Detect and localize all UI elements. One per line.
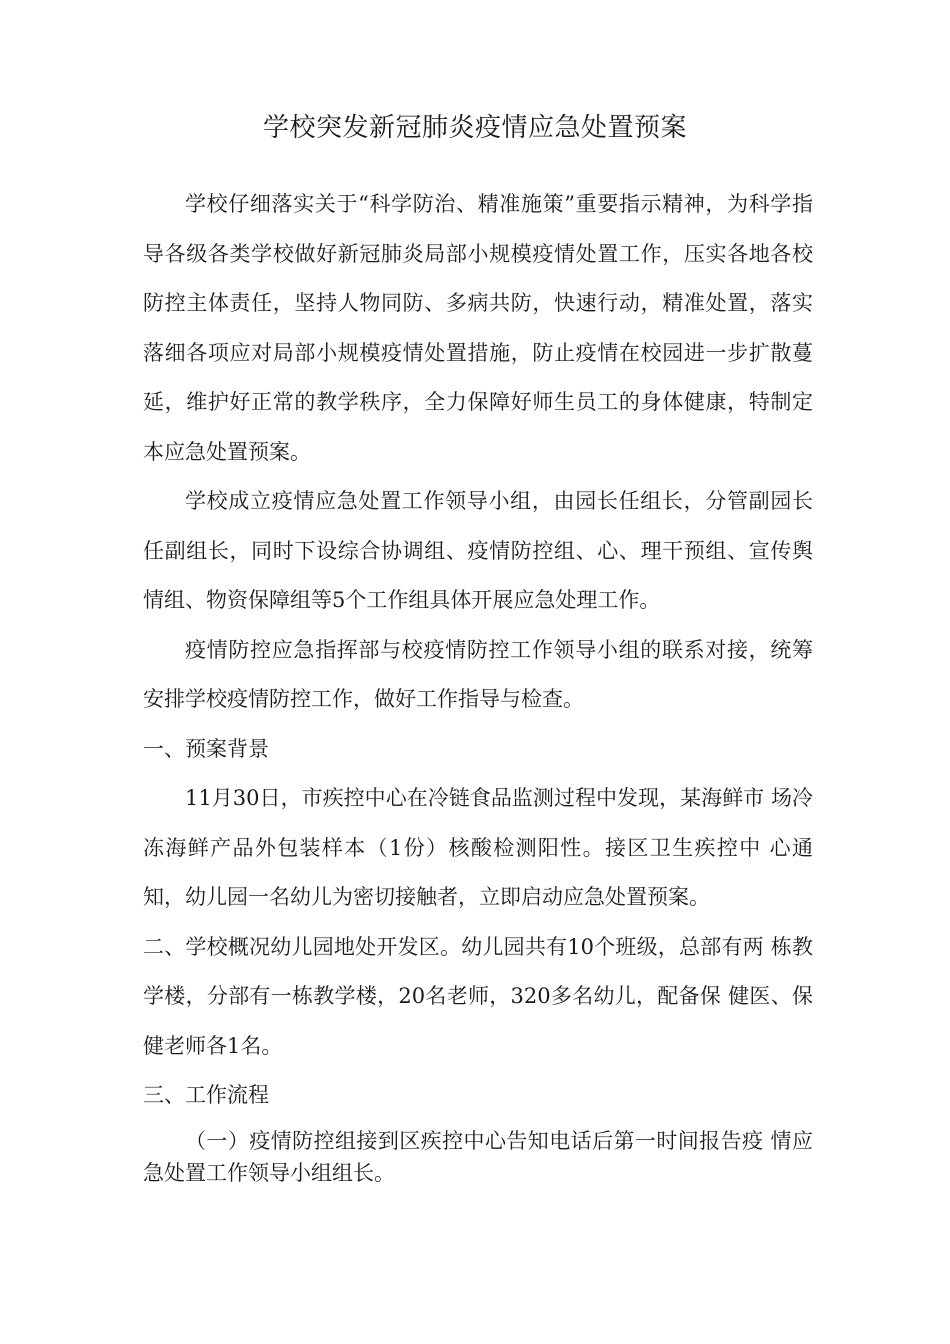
paragraph-workflow-step-1: （一）疫情防控组接到区疾控中心告知电话后第一时间报告疫 情应急处置工作领导小组组长。 [143, 1128, 813, 1185]
section-heading-workflow: 三、工作流程 [143, 1083, 269, 1107]
section-heading-background: 一、预案背景 [143, 736, 269, 761]
paragraph-intro: 学校仔细落实关于“科学防治、精准施策”重要指示精神，为科学指导各级各类学校做好新冠肺炎局部小规模疫情处置工作，压实各地各校防控主体责任，坚持人物同防、多病共防，快速行动，精准处置，落实落细各项应对局部小规模疫情处置措施，防止疫情在校园进一步扩散蔓延，维护好正常的教学秩序，全力保障好师生员工的身体健康，特制定本应急处置预案。 [143, 192, 813, 464]
paragraph-background: 11月30日，市疾控中心在冷链食品监测过程中发现，某海鲜市 场冷冻海鲜产品外包装样本（1份）核酸检测阳性。接区卫生疾控中 心通知，幼儿园一名幼儿为密切接触者，立即启动应急处置预案。 [143, 786, 813, 909]
paragraph-leadership-group: 学校成立疫情应急处置工作领导小组，由园长任组长，分管副园长任副组长，同时下设综合协调组、疫情防控组、心、理干预组、宣传舆情组、物资保障组等5个工作组具体开展应急处理工作。 [143, 489, 813, 612]
paragraph-command-liaison: 疫情防控应急指挥部与校疫情防控工作领导小组的联系对接，统筹安排学校疫情防控工作，做好工作指导与检查。 [143, 637, 813, 711]
document-title: 学校突发新冠肺炎疫情应急处置预案 [262, 113, 687, 143]
document-body [143, 180, 813, 1189]
paragraph-school-overview: 二、学校概况幼儿园地处开发区。幼儿园共有10个班级，总部有两 栋教学楼，分部有一栋教学楼，20名老师，320多名幼儿，配备保 健医、保健老师各1名。 [143, 934, 813, 1058]
